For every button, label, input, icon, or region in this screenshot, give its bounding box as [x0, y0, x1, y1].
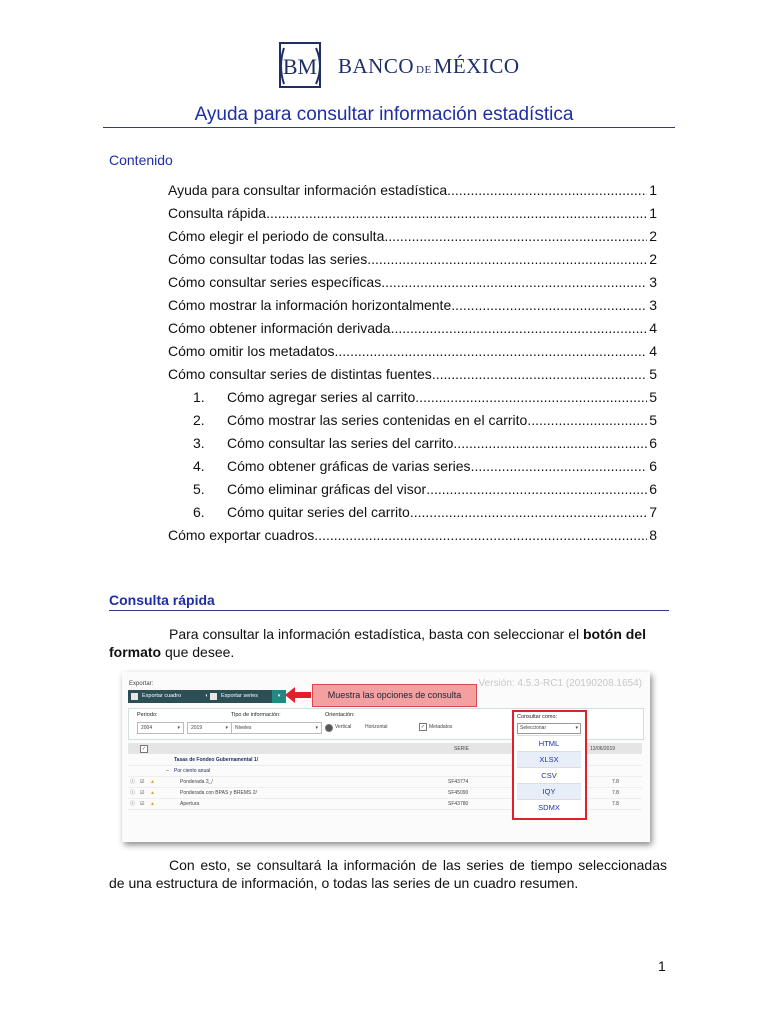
series-icon: [210, 693, 217, 700]
table-row[interactable]: ⓘ ☑ ▲ Ponderada con BPAS y BREMS 2/ SF45090 7.8: [128, 788, 642, 799]
title-divider: [103, 127, 675, 128]
toc-entry[interactable]: Consulta rápida ..... 1: [168, 205, 657, 227]
info-icon[interactable]: ⓘ: [130, 779, 136, 785]
page-number: 1: [658, 958, 666, 974]
banxico-logo: [274, 40, 520, 92]
section-title: Consulta rápida: [109, 592, 215, 608]
metadatos-checkbox[interactable]: ✓: [420, 724, 426, 730]
page-title: Ayuda para consultar información estadística: [194, 104, 574, 125]
export-table-button[interactable]: Exportar cuadro: [128, 690, 214, 703]
export-label: Exportar:: [129, 681, 154, 687]
intro-paragraph: Para consultar la información estadística, basta con seleccionar el botón del formato que desee.: [109, 626, 646, 660]
closing-paragraph: Con esto, se consultará la información de las series de tiempo seleccionadas de una estructura de información, o todas las series de un cuadro resumen.: [109, 857, 667, 891]
toc-heading: Contenido: [109, 152, 173, 168]
toc-entry[interactable]: Cómo consultar series específicas ..... 3: [168, 274, 657, 296]
consultar-como-dropdown[interactable]: [512, 710, 587, 820]
chart-icon[interactable]: ▲: [150, 790, 155, 796]
info-icon[interactable]: ⓘ: [130, 790, 136, 796]
periodo-label: Periodo:: [137, 712, 158, 718]
orientacion-label: Orientación:: [325, 712, 355, 718]
logo-monogram: BM: [282, 54, 318, 79]
toc-subentry[interactable]: 6. Cómo quitar series del carrito ..... 7: [193, 504, 657, 526]
toc-entry[interactable]: Cómo obtener información derivada ..... 4: [168, 320, 657, 342]
toc-subentry[interactable]: 4. Cómo obtener gráficas de varias series ..... 6: [193, 458, 657, 480]
arrow-left-icon: [285, 687, 311, 703]
column-date: 13/06/2019: [590, 746, 616, 752]
toc-entry[interactable]: Cómo elegir el periodo de consulta ..... 2: [168, 228, 657, 250]
row-checkbox[interactable]: ☑: [140, 790, 145, 796]
toc-subentry[interactable]: 2. Cómo mostrar las series contenidas en el carrito ..... 5: [193, 412, 657, 434]
version-text: Versión: 4.5.3-RC1 (20190208.1654): [478, 678, 642, 689]
periodo-from-select[interactable]: 2004 ▾: [137, 722, 184, 734]
format-option-iqy[interactable]: IQY: [517, 783, 581, 799]
consulta-screenshot: [122, 672, 650, 842]
toc-entry[interactable]: Cómo mostrar la información horizontalmente ..... 3: [168, 297, 657, 319]
table-icon: [131, 693, 138, 700]
format-option-xlsx[interactable]: XLSX: [517, 751, 581, 767]
chevron-down-icon: ▾: [575, 725, 578, 731]
toc-subentry[interactable]: 5. Cómo eliminar gráficas del visor ..... 6: [193, 481, 657, 503]
toc-entry[interactable]: Ayuda para consultar información estadística ..... 1: [168, 182, 657, 204]
consultar-label: Consultar como:: [517, 714, 558, 720]
chevron-down-icon: ▾: [277, 693, 281, 699]
chart-icon[interactable]: ▲: [150, 779, 155, 785]
table-subgroup-row: − Por ciento anual: [128, 766, 642, 777]
toc-subentry[interactable]: 1. Cómo agregar series al carrito ..... 5: [193, 389, 657, 411]
toc-entry[interactable]: Cómo omitir los metadatos ..... 4: [168, 343, 657, 365]
table-row[interactable]: ⓘ ☑ ▲ Ponderada 3_/ SF43774 7.8: [128, 777, 642, 788]
callout-label: Muestra las opciones de consulta: [312, 684, 477, 707]
toc-entry[interactable]: Cómo consultar series de distintas fuentes ..... 5: [168, 366, 657, 388]
table-row[interactable]: ⓘ ☑ ▲ Apertura SF43780 7.8: [128, 799, 642, 810]
format-option-html[interactable]: HTML: [517, 735, 581, 751]
info-icon[interactable]: ⓘ: [130, 801, 136, 807]
chevron-down-icon: ▾: [225, 725, 228, 731]
options-toggle-button[interactable]: [272, 690, 286, 703]
toc-entry[interactable]: Cómo consultar todas las series ..... 2: [168, 251, 657, 273]
table-group-row: Tasas de Fondeo Gubernamental 1/: [128, 755, 642, 766]
format-option-sdmx[interactable]: SDMX: [517, 799, 581, 815]
toc-subentry[interactable]: 3. Cómo consultar las series del carrito ..... 6: [193, 435, 657, 457]
vertical-label: Vertical: [335, 724, 352, 730]
toc-entry[interactable]: Cómo exportar cuadros ..... 8: [168, 527, 657, 549]
vertical-radio[interactable]: [325, 724, 333, 732]
chevron-down-icon: ▾: [177, 725, 180, 731]
row-checkbox[interactable]: ☑: [140, 779, 145, 785]
brand-name: BANCO DEMÉXICO: [338, 53, 520, 78]
periodo-to-select[interactable]: 2019 ▾: [187, 722, 232, 734]
tipo-select[interactable]: Niveles ▾: [231, 722, 322, 734]
format-options: [517, 735, 581, 815]
metadatos-label: Metadatos: [429, 724, 453, 730]
format-option-csv[interactable]: CSV: [517, 767, 581, 783]
consultar-select[interactable]: Seleccionar ▾: [517, 723, 581, 734]
export-series-button[interactable]: Exportar series: [207, 690, 285, 703]
chart-icon[interactable]: ▲: [150, 801, 155, 807]
column-series: SERIE: [454, 746, 470, 752]
section-divider: [109, 610, 669, 611]
chevron-down-icon: ▾: [315, 725, 318, 731]
banxico-monogram-icon: [274, 40, 328, 92]
row-checkbox[interactable]: ☑: [140, 801, 145, 807]
select-all-checkbox[interactable]: ✓: [141, 746, 147, 752]
tipo-label: Tipo de información:: [231, 712, 281, 718]
horizontal-label: Horizontal: [365, 724, 388, 730]
